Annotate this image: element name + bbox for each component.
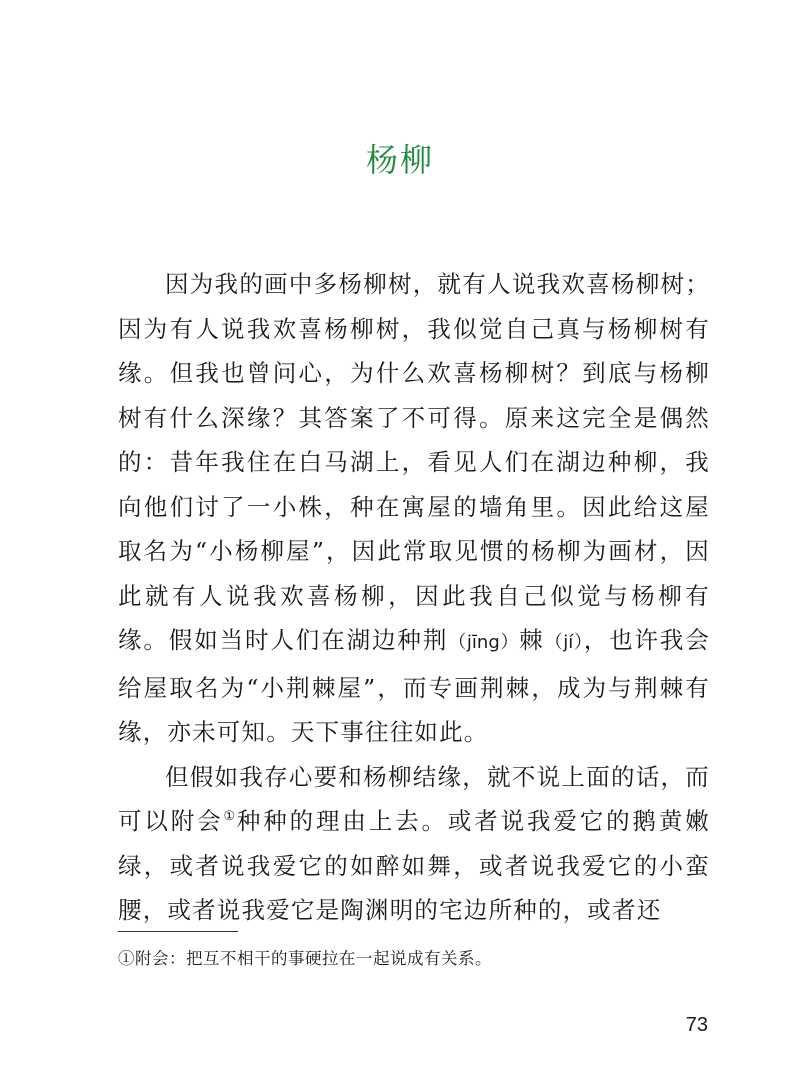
footnote: ①附会：把互不相干的事硬拉在一起说成有关系。 <box>118 949 492 968</box>
body-text <box>118 262 710 933</box>
footnote-divider <box>118 931 238 932</box>
paragraph-2-part-2: 种种的理由上去。或者说我爱它的鹅黄嫩绿，或者说我爱它的如醉如舞，或者说我爱它的小蛮腰，或者说我爱它是陶渊明的宅边所种的，或者还 <box>118 807 710 924</box>
paragraph-1 <box>118 262 710 755</box>
page-title: 杨柳 <box>365 141 434 179</box>
paragraph-2 <box>118 755 710 933</box>
page-number: 73 <box>685 1014 708 1036</box>
paragraph-1-part-3: ，也许我会给屋取名为“小荆棘屋”，而专画荆棘，成为与荆棘有缘，亦未可知。天下事往往如此。 <box>118 626 710 746</box>
footnote-marker: ① <box>223 809 237 825</box>
paragraph-2-part-1: 但假如我存心要和杨柳结缘，就不说上面的话，而可以附会 <box>118 762 710 835</box>
paragraph-1-part-1: 因为我的画中多杨柳树，就有人说我欢喜杨柳树；因为有人说我欢喜杨柳树，我似觉自己真与杨柳树有缘。但我也曾问心，为什么欢喜杨柳树？到底与杨柳树有什么深缘？其答案了不可得。原来这完全是偶然的：昔年我住在白马湖上，看见人们在湖边种柳，我向他们讨了一小株，种在寓屋的墙角里。因此给这屋取名为“小杨柳屋”，因此常取见惯的杨柳为画材，因此就有人说我欢喜杨柳，因此我自己似觉与杨柳有缘。假如当时人们在湖边种荆 <box>118 270 710 654</box>
paragraph-1-part-2: 棘 <box>519 626 545 654</box>
pinyin-ji: （jí） <box>544 632 584 653</box>
pinyin-jing: （jīng） <box>448 632 520 653</box>
